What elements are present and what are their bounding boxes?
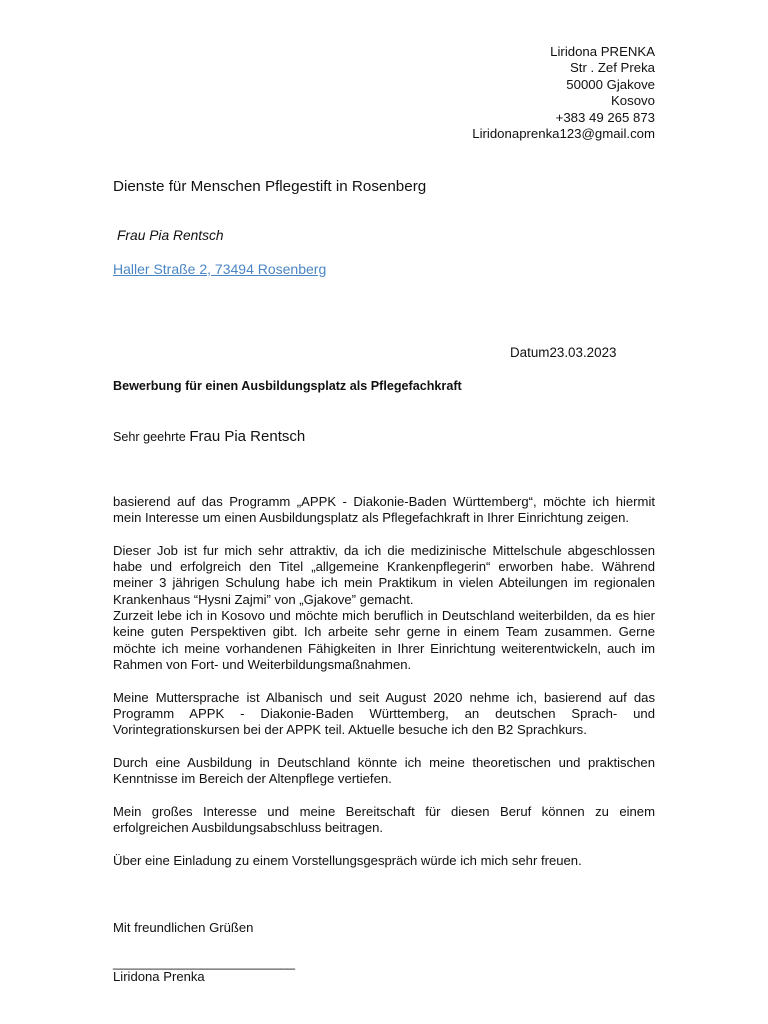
signature-line: _________________________: [113, 955, 296, 970]
letter-body: [113, 494, 655, 885]
body-paragraph: Durch eine Ausbildung in Deutschland könnte ich meine theoretischen und praktischen Kenntnisse im Bereich der Altenpflege vertiefen.: [113, 754, 655, 787]
sender-street: Str . Zef Preka: [569, 60, 655, 76]
recipient-company: Dienste für Menschen Pflegestift in Rosenberg: [113, 178, 427, 195]
body-paragraph: Zurzeit lebe ich in Kosovo und möchte mich beruflich in Deutschland weiterbilden, da es hier keine guten Perspektiven gibt. Ich arbeite sehr gerne in einem Team zusammen. Gerne möchte ich meine vorhandenen Fähigkeiten in Ihrer Einrichtung weiterentwickeln, auch im Rahmen von Fort- und Weiterbildungsmaßnahmen.: [113, 608, 655, 672]
letter-date: Datum23.03.2023: [510, 345, 617, 360]
recipient-contact: Frau Pia Rentsch: [117, 228, 224, 243]
recipient-address-link[interactable]: Haller Straße 2, 73494 Rosenberg: [113, 261, 327, 277]
sender-city: 50000 Gjakove: [566, 76, 655, 92]
sender-email: Liridonaprenka123@gmail.com: [472, 126, 655, 142]
sender-country: Kosovo: [611, 93, 655, 109]
salutation: [113, 428, 305, 445]
body-paragraph: Meine Muttersprache ist Albanisch und seit August 2020 nehme ich, basierend auf das Programm APPK - Diakonie-Baden Württemberg, an deutschen Sprach- und Vorintegrationskursen bei der APPK teil. Aktuelle besuche ich den B2 Sprachkurs.: [113, 689, 655, 738]
sender-name: Liridona PRENKA: [550, 44, 655, 59]
salutation-name: Frau Pia Rentsch: [189, 428, 306, 445]
sender-block: [472, 44, 655, 142]
body-paragraph: Mein großes Interesse und meine Bereitschaft für diesen Beruf können zu einem erfolgreichen Ausbildungsabschluss beitragen.: [113, 803, 655, 835]
closing-phrase: Mit freundlichen Grüßen: [113, 920, 254, 935]
salutation-prefix: Sehr geehrte: [113, 430, 186, 444]
letter-subject: Bewerbung für einen Ausbildungsplatz als Pflegefachkraft: [113, 379, 462, 393]
body-paragraph: Dieser Job ist fur mich sehr attraktiv, da ich die medizinische Mittelschule abgeschlossen habe und erfolgreich den Titel „allgemeine Krankenpflegerin“ erworben habe. Während meiner 3 jährigen Schulung habe ich mein Praktikum in vielen Abteilungen im regionalen Krankenhaus “Hysni Zajmi” von „Gjakove” gemacht.: [113, 542, 655, 607]
signer-name: Liridona Prenka: [113, 969, 205, 984]
body-paragraph: basierend auf das Programm „APPK - Diakonie-Baden Württemberg“, möchte ich hiermit mein Interesse um einen Ausbildungsplatz als Pflegefachkraft in Ihrer Einrichtung zeigen.: [113, 494, 655, 526]
sender-phone: +383 49 265 873: [555, 109, 655, 125]
body-paragraph: Über eine Einladung zu einem Vorstellungsgespräch würde ich mich sehr freuen.: [113, 852, 582, 868]
